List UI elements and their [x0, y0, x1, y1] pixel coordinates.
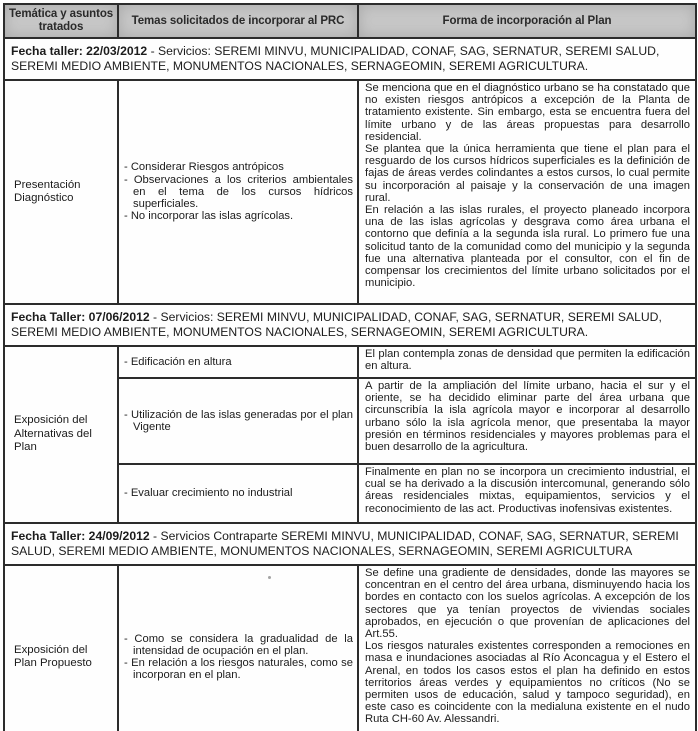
scan-speck: [268, 576, 271, 579]
taller-1-services: - Servicios: SEREMI MINVU, MUNICIPALIDAD, CONAF, SAG, SERNATUR, SEREMI SALUD, SEREMI MEDIO AMBIENTE, MONUMENTOS NACIONALES, SERNAGEOMIN, SEREMI AGRICULTURA.: [11, 43, 660, 73]
minutes-table: [3, 3, 697, 731]
response-paragraph: Los riesgos naturales existentes corresponden a remociones en masa e inundaciones asociadas al Río Aconcagua y el Estero el Arenal, en todos los casos estos el plan ha definido en estos territorios áreas verdes y equipamientos no críticos (No se permiten usos de educación, salud y tampoco seguridad), en este caso es coincidente con la medialuna existente en el nudo Ruta CH-60 Av. Alessandri.: [365, 640, 690, 726]
response-cell-edificacion: [358, 346, 696, 378]
request-item: - No incorporar las islas agrícolas.: [124, 210, 353, 222]
taller-1-date: Fecha taller: 22/03/2012: [11, 43, 148, 58]
topic-exposicion-plan-propuesto: Exposición del Plan Propuesto: [4, 565, 118, 731]
response-paragraph: Se plantea que la única herramienta que tiene el plan para el resguardo de los cursos hídricos superficiales es la definición de fajas de áreas verdes colindantes a estos cursos, lo cual permite su incorporación al paisaje y la conservación de una imagen rural.: [365, 143, 690, 204]
request-item: - Considerar Riesgos antrópicos: [124, 161, 353, 173]
topic-exposicion-alternativas: Exposición del Alternativas del Plan: [4, 346, 118, 523]
section-row-taller-2: [4, 304, 696, 346]
response-paragraph: A partir de la ampliación del límite urbano, hacia el sur y el oriente, se ha decidido eliminar parte del área urbana que circunscribía la isla agrícola mayor e incorporar al desarrollo urbano sólo la isla agrícola menor, que presentaba la mayor presión en términos residenciales y mayores problemas para el buen desarrollo de la agricultura.: [365, 380, 690, 454]
header-temas-solicitados: Temas solicitados de incorporar al PRC: [118, 4, 358, 38]
row-presentacion-diagnostico: [4, 80, 696, 304]
header-tematica: Temática y asuntos tratados: [4, 4, 118, 38]
table-header-row: [4, 4, 696, 38]
request-item: - Evaluar crecimiento no industrial: [124, 487, 353, 499]
taller-3-date: Fecha Taller: 24/09/2012: [11, 528, 150, 543]
request-item: - En relación a los riesgos naturales, como se incorporan en el plan.: [124, 657, 353, 681]
row-plan-propuesto: [4, 565, 696, 731]
response-paragraph: Se define una gradiente de densidades, donde las mayores se concentran en el centro del área urbana, disminuyendo hacia los bordes en contacto con los suelos agrícolas. A excepción de los sectores que ya tenían proyectos de viviendas sociales aprobados, en ejecución o que provenían de aplicaciones del Art.55.: [365, 567, 690, 641]
requests-cell-3: [118, 565, 358, 731]
request-item: - Observaciones a los criterios ambientales en el tema de los cursos hídricos superficiales.: [124, 174, 353, 211]
request-cell-islas: [118, 378, 358, 464]
request-cell-edificacion: [118, 346, 358, 378]
taller-3-services: - Servicios Contraparte SEREMI MINVU, MUNICIPALIDAD, CONAF, SAG, SERNATUR, SEREMI SALUD, SEREMI MEDIO AMBIENTE, MONUMENTOS NACIONALES, SERNAGEOMIN, SEREMI AGRICULTURA: [11, 528, 679, 558]
response-cell-islas: [358, 378, 696, 464]
taller-2-services: - Servicios: SEREMI MINVU, MUNICIPALIDAD, CONAF, SAG, SERNATUR, SEREMI SALUD, SEREMI MEDIO AMBIENTE, MONUMENTOS NACIONALES, SERNAGEOMIN, SEREMI AGRICULTURA.: [11, 309, 662, 339]
section-row-taller-1: [4, 38, 696, 80]
topic-presentacion-diagnostico: Presentación Diagnóstico: [4, 80, 118, 304]
request-cell-crecimiento: [118, 464, 358, 523]
taller-2-date: Fecha Taller: 07/06/2012: [11, 309, 150, 324]
section-row-taller-3: [4, 523, 696, 565]
row-alternativas-sub-1: [4, 346, 696, 378]
request-item: - Como se considera la gradualidad de la intensidad de ocupación en el plan.: [124, 633, 353, 657]
response-paragraph: Finalmente en plan no se incorpora un crecimiento industrial, el cual se ha derivado a la discusión intercomunal, generando sólo áreas residenciales mixtas, equipamientos, servicios y el reconocimiento de las act. Productivas inofensivas existentes.: [365, 466, 690, 515]
request-item: - Edificación en altura: [124, 356, 353, 368]
response-paragraph: Se menciona que en el diagnóstico urbano se ha constatado que no existen riesgos antrópicos a excepción de la Planta de tratamiento existente. Sin embargo, esta se encuentra fuera del límite urbano y de las áreas propuestas para desarrollo residencial.: [365, 82, 690, 143]
response-paragraph: El plan contempla zonas de densidad que permiten la edificación en altura.: [365, 348, 690, 373]
request-item: - Utilización de las islas generadas por el plan Vigente: [124, 409, 353, 433]
section-header-taller-3: [4, 523, 696, 565]
section-header-taller-2: [4, 304, 696, 346]
response-cell-1: [358, 80, 696, 304]
response-paragraph: En relación a las islas rurales, el proyecto planeado incorpora una de las islas agrícolas y desgrava como área urbana el contorno que definía a la segunda isla rural. Lo primero fue una solicitud tanto de la comunidad como del municipio y la segunda fue una alternativa planteada por el consultor, con el fin de compensar los crecimientos del límite urbano solicitados por el municipio.: [365, 204, 690, 290]
section-header-taller-1: [4, 38, 696, 80]
response-cell-3: [358, 565, 696, 731]
requests-cell-1: [118, 80, 358, 304]
response-cell-crecimiento: [358, 464, 696, 523]
header-forma-incorporacion: Forma de incorporación al Plan: [358, 4, 696, 38]
